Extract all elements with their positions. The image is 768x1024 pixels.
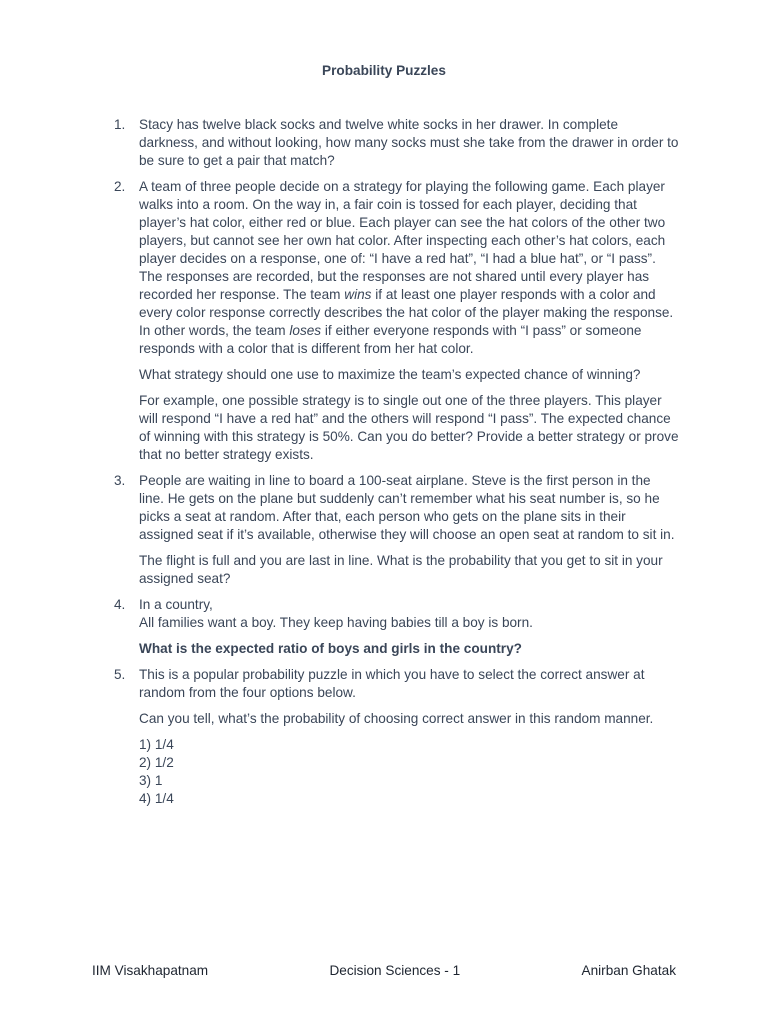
page-title: Probability Puzzles [322,63,446,78]
puzzle-5-description: This is a popular probability puzzle in which you have to select the correct answer at random from the four options below. [139,667,645,700]
puzzle-3-question: The flight is full and you are last in line. What is the probability that you get to sit in your assigned seat? [139,553,663,586]
puzzle-2 [114,178,679,464]
puzzle-3-description: People are waiting in line to board a 100-seat airplane. Steve is the first person in the line. He gets on the plane but suddenly can’t remember what his seat number is, so he picks a seat at random. After that, each person who gets on the plane sits in their assigned seat if it’s available, otherwise they will choose an open seat at random to sit in. [139,473,675,542]
footer-author: Anirban Ghatak [581,963,676,978]
puzzle-4-question: What is the expected ratio of boys and girls in the country? [139,641,522,656]
puzzle-number: 4. [114,597,126,612]
puzzle-number: 5. [114,667,126,682]
footer-institution: IIM Visakhapatnam [92,963,209,978]
puzzle-4-line-2: All families want a boy. They keep having babies till a boy is born. [139,615,533,630]
puzzle-2-example: For example, one possible strategy is to single out one of the three players. This player will respond “I have a red hat” and the others will respond “I pass”. The expected chance of winning with this strategy is 50%. Can you do better? Provide a better strategy or prove that no better strategy exists. [139,393,679,462]
puzzle-4 [114,596,679,658]
page-footer [92,962,676,980]
puzzle-number: 1. [114,117,126,132]
puzzle-list [114,116,679,816]
puzzle-1 [114,116,679,170]
option-2: 2) 1/2 [139,755,174,770]
puzzle-5-question: Can you tell, what’s the probability of choosing correct answer in this random manner. [139,711,654,726]
puzzle-2-text-a: A team of three people decide on a strategy for playing the following game. Each player walks into a room. On the way in, a fair coin is tossed for each player, deciding that player’s hat color, either red or blue. Each player can see the hat colors of the other two players, but cannot see her own hat color. After inspecting each other’s hat colors, each player decides on a response, one of: “I have a red hat”, “I had a blue hat”, or “I pass”. The responses are recorded, but the responses are not shared until every player has recorded her response. The team [139,179,666,302]
option-3: 3) 1 [139,773,163,788]
puzzle-5 [114,666,679,808]
puzzle-4-description [139,596,679,632]
puzzle-2-text-b: if at least one player responds with a color and every color response correctly describes the hat color of the player making the response. In other words, the team [139,287,674,338]
puzzle-2-description [139,178,679,358]
option-1: 1) 1/4 [139,737,174,752]
puzzle-1-text: Stacy has twelve black socks and twelve white socks in her drawer. In complete darkness, and without looking, how many socks must she take from the drawer in order to be sure to get a pair that match? [139,117,679,168]
option-4: 4) 1/4 [139,791,174,806]
footer-course: Decision Sciences - 1 [329,963,461,978]
puzzle-2-question: What strategy should one use to maximize the team’s expected chance of winning? [139,367,641,382]
puzzle-2-text-c: if either everyone responds with “I pass” or someone responds with a color that is different from her hat color. [139,323,642,356]
puzzle-4-line-1: In a country, [139,597,213,612]
puzzle-3 [114,472,679,588]
puzzle-number: 2. [114,179,126,194]
answer-options [139,736,679,808]
wins-emphasis: wins [344,287,372,302]
puzzle-number: 3. [114,473,126,488]
loses-emphasis: loses [289,323,322,338]
